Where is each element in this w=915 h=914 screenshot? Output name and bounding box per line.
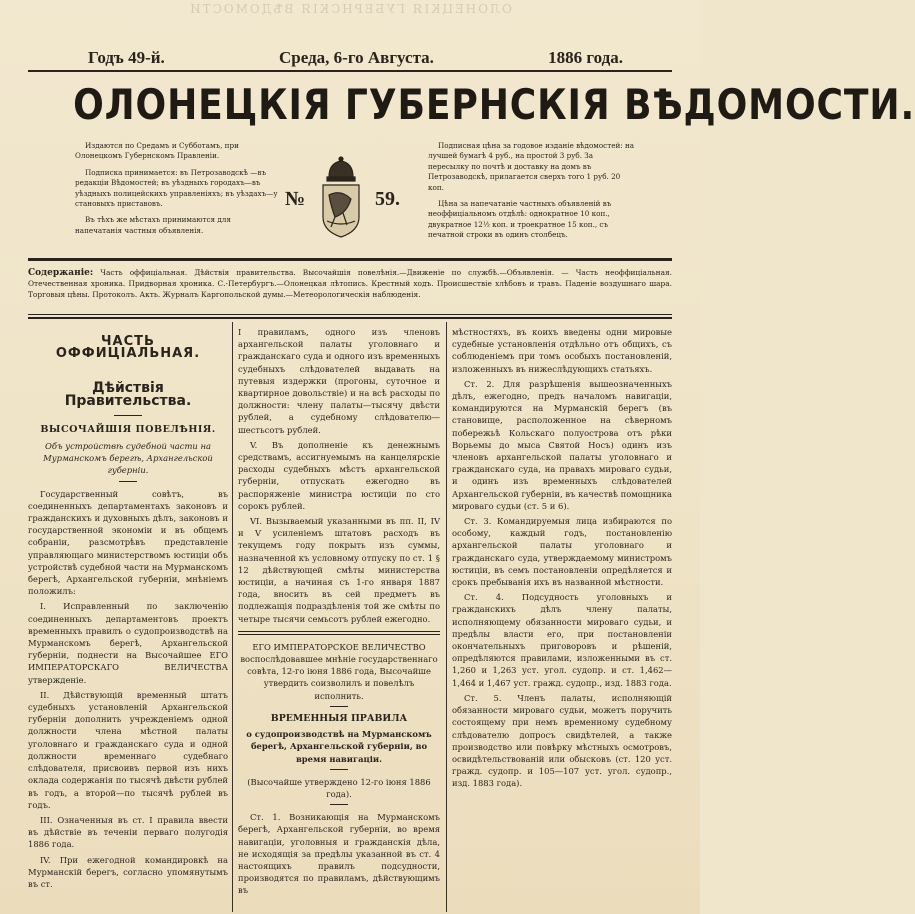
paragraph: Государственный совѣтъ, въ соединенныхъ департаментахъ законовъ и гражданскихъ и духовныхъ дѣлъ, законовъ и государственной экономіи и въ общемъ собраніи, разсмотрѣвъ представленіе управляющаго министерствомъ юстиціи объ устройствѣ судебной части на Мурманскомъ берегѣ, Архангельской губерніи, мнѣніемъ положилъ:: [28, 488, 228, 597]
paragraph: Ст. 4. Подсудность уголовныхъ и гражданскихъ дѣлъ члену палаты, исполняющему обязанности мироваго судьи, и предѣлы власти его, при постановленіи окончательныхъ приговоровъ и рѣшеній, опредѣляются правилами, изложенными въ ст. 1,260 и 1,263 уст. угол. судопр. и ст. 1,462—1,464 и 1,467 уст. гражд. судопр., изд. 1883 года.: [452, 592, 672, 688]
issue-block: [285, 155, 425, 245]
paragraph: III. Означенныя въ ст. I правила ввести въ дѣйствіе въ теченіи перваго полугодія 1886 года.: [28, 814, 228, 850]
temporary-rules-heading: ВРЕМЕННЫЯ ПРАВИЛА: [270, 712, 408, 724]
column-separator-1: [232, 322, 233, 912]
subscription-places: Подписка принимается: въ Петрозаводскѣ —въ редакціи Вѣдомостей; въ уѣздныхъ городахъ—въ уѣздныхъ полицейскихъ управленіяхъ; въ уѣздахъ—у становыхъ приставовъ.: [75, 167, 278, 209]
paragraph: I правиламъ, одного изъ членовъ архангельской палаты уголовнаго и гражданскаго суда и одного изъ временныхъ судебныхъ слѣдователей выдавать на путевыя издержки (прогоны, суточное и квартирное довольствіе) и на всѣ расходы по должности: члену палаты—тысячу двѣсти рублей, а судебному слѣдователю—шестьсотъ рублей.: [238, 327, 440, 435]
column-1: [28, 326, 228, 893]
coat-of-arms-icon: [313, 155, 369, 241]
header-left-info: [75, 141, 280, 242]
double-rule: [238, 631, 440, 635]
ad-price: Цѣна за напечатаніе частныхъ объявленій въ неоффиціальномъ отдѣлѣ: однократное 10 коп., двукратное 12½ коп. и троекратное 15 коп., съ печатной строки въ одинъ столбецъ.: [428, 199, 612, 240]
official-section-title: ЧАСТЬ ОФФИЦІАЛЬНАЯ.: [55, 334, 201, 362]
paragraph: мѣстностяхъ, въ коихъ введены одни мировые судебные установленія отдѣльно отъ общихъ, съ соблюденіемъ при томъ особыхъ постановленій, изложенныхъ въ нижеслѣдующихъ статьяхъ.: [452, 327, 672, 374]
issue-date: Среда, 6-го Августа.: [279, 48, 434, 67]
paragraph: VI. Вызываемый указанными въ пп. II, IV и V усиленіемъ штатовъ расходъ въ текущемъ году покрыть изъ суммы, назначенной къ условному отпуску по ст. 1 § 12 дѣйствующей смѣты министерства юстиціи, а начиная съ 1-го января 1887 года, вносить въ сей предметъ въ подлежащія подраздѣленія той же смѣты по четыре тысячи семьсотъ рублей ежегодно.: [238, 516, 440, 624]
imperial-orders-heading: ВЫСОЧАЙШІЯ ПОВЕЛѢНІЯ.: [40, 423, 216, 435]
approval-divider: [330, 706, 348, 707]
table-of-contents: [28, 268, 672, 300]
rules-divider: [330, 769, 348, 770]
ads-places: Въ тѣхъ же мѣстахъ принимаются для напечатанія частныя объявленія.: [75, 215, 231, 235]
majesty-approval: ЕГО ИМПЕРАТОРСКОЕ ВЕЛИЧЕСТВО воспослѣдовавшее мнѣніе государственнаго совѣта, 12-го іюня 1886 года, Высочайше утвердить соизволилъ и повелѣлъ исполнить.: [240, 641, 438, 701]
bleed-through-text: ОЛОНЕЦКІЯ ГУБЕРНСКІЯ ВѢДОМОСТИ: [188, 2, 512, 16]
dateline: [88, 47, 623, 69]
paragraph: V. Въ дополненіе къ денежнымъ средствамъ, ассигнуемымъ на канцелярскіе расходы судебныхъ мѣстъ архангельской губерніи, отпускать ежегодно въ распоряженіе министра юстиціи по сто сорокъ рублей.: [238, 439, 440, 511]
publishing-info: Издаются по Средамъ и Субботамъ, при Олонецкомъ Губернскомъ Правленіи.: [75, 141, 239, 161]
paragraph: II. Дѣйствующій временный штатъ судебныхъ установленій Архангельской губерніи дополнить учрежденіемъ одной должности члена мѣстной палаты уголовнаго и гражданскаго суда и одной должности временнаго судебнаго слѣдователя, присвоивъ первой изъ нихъ оклада содержанія по тысячѣ двѣсти рублей въ годъ, а второй—по тысячѣ рублей въ годъ.: [28, 689, 228, 810]
contents-bottom-rule-2: [28, 317, 672, 319]
paragraph: IV. При ежегодной командировкѣ на Мурманскій берегъ, согласно упомянутымъ въ ст.: [28, 854, 228, 889]
contents-text: Часть оффиціальная. Дѣйствія правительства. Высочайшія повелѣнія.—Движеніе по службѣ.—Объявленія. — Часть неоффиціальная. Отечественная хроника. Придворная хроника. С.-Петербургъ.—Олонецкая лѣтопись. Крестный ходъ. Происшествіе хлѣбовъ и травъ. Паденіе воздушнаго шара. Торговыя цѣны. Протоколъ. Акть. Журналъ Каргопольской думы.—Метеорологическія наблюденія.: [28, 268, 672, 299]
number-sign: №: [285, 188, 306, 210]
header-right-info: [428, 141, 636, 247]
paragraph: Ст. 2. Для разрѣшенія вышеозначенныхъ дѣлъ, ежегодно, предъ началомъ навигаціи, командируются на Мурманскій берегъ (въ становище, расположенное на сѣверномъ побережьѣ Кольскаго полуострова отъ рѣки Ворьемы до мыса Святой Носъ) одинъ изъ членовъ архангельской палаты уголовнаго и гражданскаго суда, на правахъ мироваго судьи, и одинъ изъ временныхъ слѣдователей Архангельской губерніи, въ качествѣ помощника мироваго судьи (ст. 5 и 6).: [452, 378, 672, 511]
government-actions-heading: Дѣйствія Правительства.: [64, 380, 192, 409]
column-separator-2: [446, 322, 447, 912]
column-2: [238, 326, 440, 900]
order-subject: Объ устройствѣ судебной части на Мурманскомъ берегѣ, Архангельской губерніи.: [43, 441, 213, 476]
paragraph: Ст. 3. Командируемыя лица избираются по особому, каждый годъ, постановленію архангельской палаты уголовнаго и гражданскаго суда, утверждаемому министромъ юстиціи, въ семъ постановленіи опредѣляется и срокъ пребыванія ихъ въ названной мѣстности.: [452, 516, 672, 588]
temporary-rules-subheading: о судопроизводствѣ на Мурманскомъ берегѣ, Архангельской губерніи, во время навигаціи.: [246, 729, 432, 764]
calendar-year: 1886 года.: [548, 48, 623, 67]
contents-bottom-rule: [28, 314, 672, 315]
contents-top-rule: [28, 258, 672, 261]
subscription-price: Подписная цѣна за годовое изданіе вѣдомостей: на лучшей бумагѣ 4 руб., на простой 3 руб. За пересылку по почтѣ и доставку на домъ въ Петрозаводскѣ, прилагается сверхъ того 1 руб. 20 коп.: [428, 141, 635, 192]
publication-year: Годъ 49-й.: [88, 48, 165, 67]
paragraph: Ст. 1. Возникающія на Мурманскомъ берегѣ, Архангельской губерніи, во время навигаціи, уголовныя и гражданскія дѣла, не исходящія за предѣлы указанной въ ст. 4 настоящихъ правилъ подсудности, производятся по правиламъ, дѣйствующимъ въ: [238, 812, 440, 896]
approval-date: (Высочайше утверждено 12-го іюня 1886 года).: [247, 776, 431, 799]
date-divider: [330, 804, 348, 805]
paragraph: Ст. 5. Членъ палаты, исполняющій обязанности мироваго судьи, можетъ поручить состоящему при немъ временному судебному слѣдователю допросъ свидѣтелей, а также производство или повѣрку мѣстныхъ осмотровъ, освидѣтельствованій или обысковъ (ст. 120 уст. гражд. судопр. и 105—107 уст. угол. судопр., изд. 1883 года).: [452, 692, 672, 789]
heading-divider: [114, 415, 142, 416]
column-3: [452, 326, 672, 793]
subject-divider: [119, 481, 137, 482]
paragraph: I. Исправленный по заключенію соединенныхъ департаментовъ проектъ временныхъ правилъ о судопроизводствѣ на Мурманскомъ берегѣ, Архангельской губерніи, поднести на Высочайшее ЕГО ИМПЕРАТОРСКАГО ВЕЛИЧЕСТВА утвержденіе.: [28, 601, 228, 685]
masthead-title: ОЛОНЕЦКІЯ ГУБЕРНСКІЯ ВѢДОМОСТИ.: [73, 80, 915, 129]
issue-number: 59.: [375, 188, 400, 210]
contents-lead: Содержаніе:: [28, 268, 94, 278]
